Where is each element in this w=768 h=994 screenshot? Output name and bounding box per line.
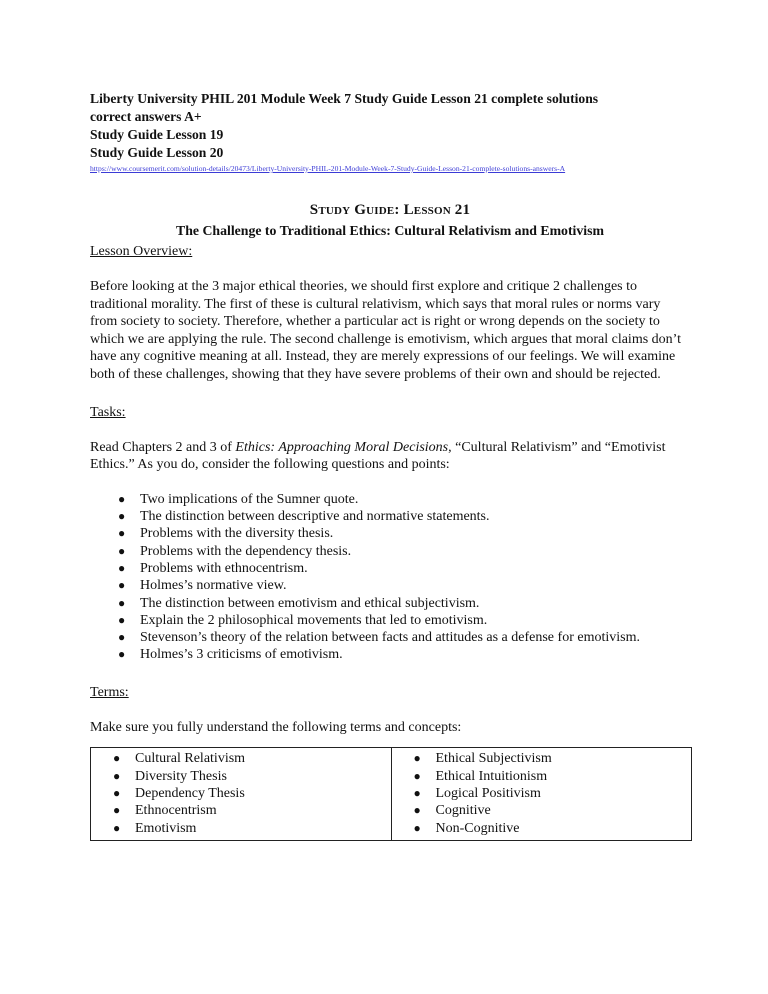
tasks-intro-post: , “Cultural Relativism” and “Emotivist Ethics.” As you do, consider the following questions and points: (90, 439, 666, 473)
task-item (118, 577, 690, 594)
term-item-text: Cognitive (435, 803, 491, 819)
task-item-text: The distinction between emotivism and ethical subjectivism. (140, 595, 480, 611)
header-title-line-2: correct answers A+ (90, 109, 202, 124)
term-item-text: Dependency Thesis (135, 785, 245, 801)
overview-heading: Lesson Overview: (90, 244, 193, 259)
term-item-text: Non-Cognitive (435, 820, 520, 836)
bullet-icon: ● (413, 768, 421, 783)
task-item-text: Stevenson’s theory of the relation between facts and attitudes as a defense for emotivism. (140, 630, 640, 646)
bullet-icon: ● (118, 578, 126, 593)
bullet-icon: ● (118, 543, 126, 558)
bullet-icon: ● (413, 820, 421, 835)
task-item-text: Problems with the diversity thesis. (140, 526, 334, 542)
bullet-icon: ● (118, 491, 126, 506)
header-study-guide-20: Study Guide Lesson 20 (90, 145, 224, 160)
header-study-guide-19: Study Guide Lesson 19 (90, 127, 224, 142)
term-item-text: Ethical Subjectivism (435, 751, 552, 767)
terms-right-list (392, 750, 692, 836)
terms-left-list (91, 750, 391, 836)
bullet-icon: ● (113, 751, 121, 766)
bullet-icon: ● (413, 803, 421, 818)
term-item (414, 785, 692, 802)
term-item-text: Emotivism (135, 820, 197, 836)
task-item-text: Problems with the dependency thesis. (140, 543, 352, 559)
book-title: Ethics: Approaching Moral Decisions (235, 439, 449, 455)
bullet-icon: ● (113, 820, 121, 835)
task-item-text: The distinction between descriptive and normative statements. (140, 509, 490, 525)
task-item (118, 560, 690, 577)
bullet-icon: ● (113, 785, 121, 800)
bullet-icon: ● (118, 595, 126, 610)
overview-paragraph: Before looking at the 3 major ethical theories, we should first explore and critique 2 challenges to traditional morality. The first of these is cultural relativism, which says that moral rules or norms vary from society to society. Therefore, whether a particular act is right or wrong depends on the society to which we are applying the rule. The second challenge is emotivism, which argues that moral claims don’t have any cognitive meaning at all. Instead, they are merely expressions of our feelings. We will examine both of these challenges, showing that they have severe problems of their own and should be rejected. (90, 279, 681, 382)
bullet-icon: ● (118, 647, 126, 662)
bullet-icon: ● (118, 509, 126, 524)
terms-left-column (91, 748, 392, 840)
term-item (414, 820, 692, 837)
task-item (118, 508, 690, 525)
term-item-text: Logical Positivism (435, 785, 541, 801)
task-item (118, 543, 690, 560)
task-item-text: Explain the 2 philosophical movements that led to emotivism. (140, 612, 488, 628)
term-item-text: Ethical Intuitionism (435, 768, 548, 784)
task-item (118, 646, 690, 663)
term-item (113, 768, 391, 785)
term-item (113, 820, 391, 837)
terms-right-column (391, 748, 692, 840)
term-item-text: Diversity Thesis (135, 768, 227, 784)
task-item (118, 629, 690, 646)
terms-intro: Make sure you fully understand the following terms and concepts: (90, 719, 462, 735)
term-item (414, 768, 692, 785)
header-title-line-1: Liberty University PHIL 201 Module Week 7 Study Guide Lesson 21 complete solutions (90, 91, 599, 106)
task-item (118, 525, 690, 542)
document-page (90, 90, 690, 841)
bullet-icon: ● (118, 560, 126, 575)
tasks-intro (90, 439, 690, 474)
term-item (414, 750, 692, 767)
page-title: Study Guide: Lesson 21 (309, 202, 471, 218)
bullet-icon: ● (413, 785, 421, 800)
term-item-text: Cultural Relativism (135, 751, 246, 767)
task-item-text: Holmes’s normative view. (140, 578, 287, 594)
term-item (113, 750, 391, 767)
term-item-text: Ethnocentrism (135, 803, 217, 819)
task-item (118, 595, 690, 612)
bullet-icon: ● (113, 803, 121, 818)
source-link[interactable]: https://www.coursemerit.com/solution-details/20473/Liberty-University-PHIL-201-Module-Week-7-Study-Guide-Lesson-21-complete-solutions-answers-A (90, 164, 566, 173)
bullet-icon: ● (413, 751, 421, 766)
bullet-icon: ● (118, 526, 126, 541)
bullet-icon: ● (118, 630, 126, 645)
task-item (118, 491, 690, 508)
term-item (414, 802, 692, 819)
task-item-text: Holmes’s 3 criticisms of emotivism. (140, 647, 343, 663)
tasks-heading: Tasks: (90, 404, 126, 420)
bullet-icon: ● (118, 612, 126, 627)
task-item-text: Problems with ethnocentrism. (140, 560, 308, 576)
page-subtitle: The Challenge to Traditional Ethics: Cultural Relativism and Emotivism (176, 223, 604, 238)
tasks-intro-pre: Read Chapters 2 and 3 of (90, 439, 236, 455)
term-item (113, 802, 391, 819)
terms-table (90, 747, 692, 840)
task-item (118, 612, 690, 629)
task-list (90, 491, 690, 664)
bullet-icon: ● (113, 768, 121, 783)
term-item (113, 785, 391, 802)
task-item-text: Two implications of the Sumner quote. (140, 491, 359, 507)
terms-heading: Terms: (90, 684, 129, 700)
